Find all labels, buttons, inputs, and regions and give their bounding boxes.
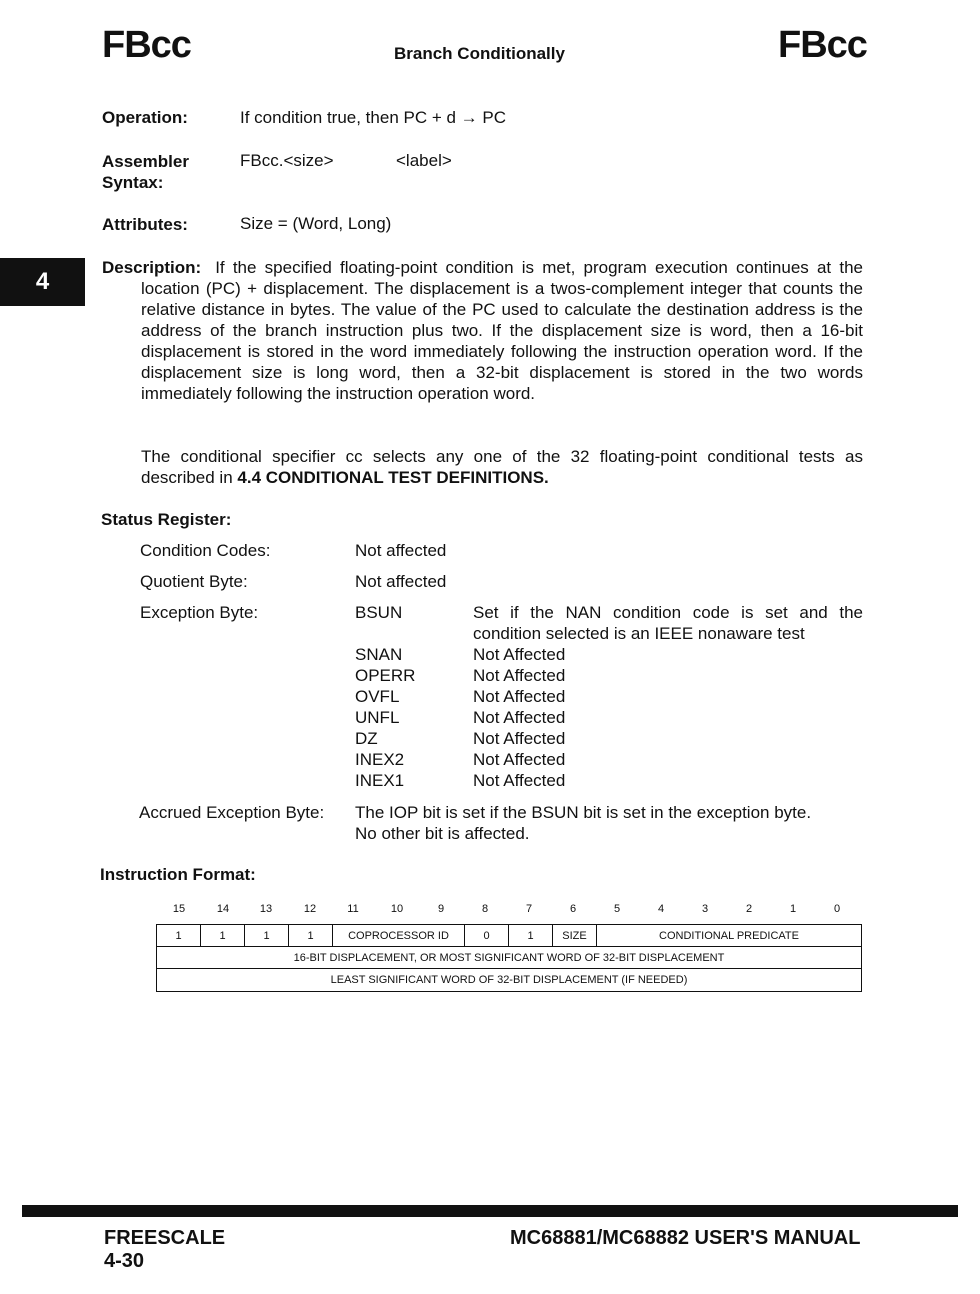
format-cell: 1 xyxy=(201,925,245,946)
attributes-label: Attributes: xyxy=(102,215,188,234)
bit-number: 1 xyxy=(789,903,797,915)
format-cell-coprocessor-id: COPROCESSOR ID xyxy=(333,925,465,946)
bit-number: 15 xyxy=(172,903,186,915)
exception-bit-snan: SNAN xyxy=(355,645,403,664)
format-cell: 1 xyxy=(157,925,201,946)
bit-number: 9 xyxy=(437,903,445,915)
exception-bit-operr: OPERR xyxy=(355,666,416,685)
bit-number: 4 xyxy=(657,903,665,915)
syntax-label xyxy=(102,151,189,193)
bit-number: 14 xyxy=(216,903,230,915)
format-row-text: LEAST SIGNIFICANT WORD OF 32-BIT DISPLACEMENT (IF NEEDED) xyxy=(330,974,688,986)
header-left-title: FBcc xyxy=(102,24,191,66)
bit-number: 10 xyxy=(390,903,404,915)
format-cell: 1 xyxy=(509,925,553,946)
bit-number: 2 xyxy=(745,903,753,915)
footer-left xyxy=(104,1227,225,1273)
quotient-byte-label: Quotient Byte: xyxy=(140,572,248,591)
format-row-opword xyxy=(156,924,862,947)
format-cell: 1 xyxy=(245,925,289,946)
chapter-tab: 4 xyxy=(0,258,85,306)
exception-bit-inex2: INEX2 xyxy=(355,750,405,769)
description-para2 xyxy=(141,446,863,488)
exception-byte-label: Exception Byte: xyxy=(140,603,259,622)
bit-number: 11 xyxy=(347,903,359,915)
description-para1-text: If the specified floating-point condition is met, program execution continues at the location (PC) + displacement. The displacement is a twos-complement integer that counts the relative distance in bytes. The value of the PC used to calculate the destination address is the address of the branch instruction plus two. If the displacement size is word, then a 16-bit displacement is stored in the word immediately following the instruction operation word. If the displacement size is long word, then a 32-bit displacement is stored in the two words immediately following the instruction operation word. xyxy=(141,258,863,403)
exception-desc-ovfl: Not Affected xyxy=(473,687,566,706)
quotient-byte-value: Not affected xyxy=(355,572,447,591)
attributes-text: Size = (Word, Long) xyxy=(240,214,392,233)
syntax-label-line2: Syntax: xyxy=(102,173,164,192)
accrued-exception-line1: The IOP bit is set if the BSUN bit is set in the exception byte. xyxy=(355,803,812,822)
description-para2-text: The conditional specifier cc selects any one of the 32 floating-point conditional tests as described in xyxy=(141,447,863,487)
bit-number: 5 xyxy=(613,903,621,915)
exception-desc-dz: Not Affected xyxy=(473,729,566,748)
bit-number: 12 xyxy=(303,903,317,915)
condition-codes-value: Not affected xyxy=(355,541,447,560)
format-row-displacement-low xyxy=(156,968,862,992)
operation-label: Operation: xyxy=(102,108,188,127)
accrued-exception-line2: No other bit is affected. xyxy=(355,824,530,843)
footer-rule xyxy=(22,1205,958,1217)
bit-number: 13 xyxy=(259,903,273,915)
exception-desc-operr: Not Affected xyxy=(473,666,566,685)
bit-number: 7 xyxy=(525,903,533,915)
bit-number: 0 xyxy=(833,903,841,915)
instruction-format-label: Instruction Format: xyxy=(100,865,256,884)
syntax-label-line1: Assembler xyxy=(102,152,189,171)
status-register-label: Status Register: xyxy=(101,510,232,529)
header-right-title: FBcc xyxy=(778,24,867,66)
exception-desc-bsun: Set if the NAN condition code is set and the condition selected is an IEEE nonaware test xyxy=(473,603,863,643)
exception-desc-inex2: Not Affected xyxy=(473,750,566,769)
accrued-exception-label: Accrued Exception Byte: xyxy=(139,803,325,822)
exception-desc-unfl: Not Affected xyxy=(473,708,566,727)
format-cell-conditional-predicate: CONDITIONAL PREDICATE xyxy=(659,929,799,942)
bit-number: 6 xyxy=(569,903,577,915)
exception-bit-inex1: INEX1 xyxy=(355,771,405,790)
format-cell: 0 xyxy=(465,925,509,946)
exception-bit-bsun: BSUN xyxy=(355,603,403,622)
bit-number: 3 xyxy=(701,903,709,915)
format-row-text: 16-BIT DISPLACEMENT, OR MOST SIGNIFICANT WORD OF 32-BIT DISPLACEMENT xyxy=(293,951,725,964)
description-para1 xyxy=(102,257,863,404)
syntax-arg: <label> xyxy=(396,151,452,170)
page-number: 4-30 xyxy=(104,1250,145,1272)
exception-bit-dz: DZ xyxy=(355,729,378,748)
footer-brand: FREESCALE xyxy=(104,1227,226,1249)
header-center-title: Branch Conditionally xyxy=(394,44,565,63)
description-label: Description: xyxy=(102,258,202,277)
operation-text: If condition true, then PC + d → PC xyxy=(240,108,506,127)
condition-codes-label: Condition Codes: xyxy=(140,541,271,560)
exception-bit-ovfl: OVFL xyxy=(355,687,400,706)
footer-manual-title: MC68881/MC68882 USER'S MANUAL xyxy=(510,1227,861,1249)
syntax-code: FBcc.<size> xyxy=(240,151,334,170)
format-cell-size: SIZE xyxy=(553,925,597,946)
bit-number: 8 xyxy=(481,903,489,915)
section-reference: 4.4 CONDITIONAL TEST DEFINITIONS. xyxy=(237,468,549,487)
exception-bit-unfl: UNFL xyxy=(355,708,400,727)
format-row-displacement-high xyxy=(156,946,862,969)
exception-desc-snan: Not Affected xyxy=(473,645,566,664)
format-cell: 1 xyxy=(289,925,333,946)
exception-desc-inex1: Not Affected xyxy=(473,771,566,790)
